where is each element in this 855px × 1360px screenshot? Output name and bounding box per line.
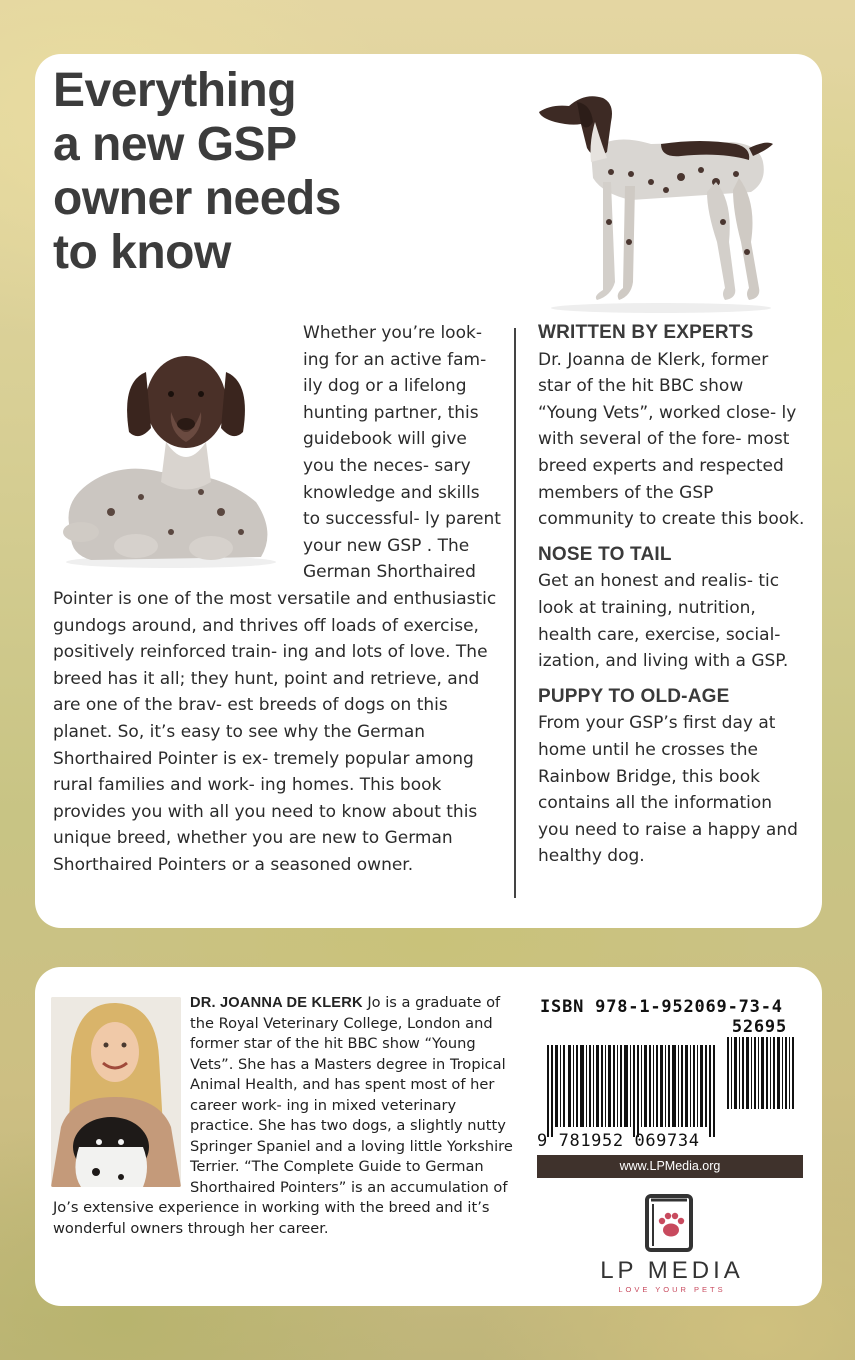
publisher-url[interactable]: www.LPMedia.org [537, 1155, 803, 1178]
headline [53, 64, 341, 280]
column-divider [514, 328, 516, 898]
feature-text: From your GSP’s first day at home until he crosses the Rainbow Bridge, this book contains all the information you need to raise a happy and healthy dog. [538, 713, 798, 867]
headline-line: owner needs [53, 172, 341, 225]
feature-text: Dr. Joanna de Klerk, former star of the hit BBC show “Young Vets”, worked close- ly with several of the fore- most breed experts and respected members of the GSP community to create this book. [538, 349, 805, 530]
author-bio [53, 993, 513, 1239]
barcode-bars [547, 1037, 803, 1137]
feature-title: PUPPY TO OLD-AGE [538, 685, 730, 707]
headline-line: to know [53, 226, 231, 279]
intro-paragraph: Whether you’re look- ing for an active fam- ily dog or a lifelong hunting partner, this guidebook will give you the neces- sary knowledge and skills to successful- ly parent your new GSP . The German Shorthaired Pointer is one of the most versatile and enthusiastic gundogs around, and thrives off loads of exercise, positively reinforced train- ing and lots of love. The breed has it all; they hunt, point and retrieve, and are one of the brav- est breeds of dogs on this planet. So, it’s easy to see why the German Shorthaired Pointer is ex- tremely popular among rural families and work- ing homes. This book provides you with all you need to know about this unique breed, whether you are new to German Shorthaired Pointers or a seasoned owner. [53, 323, 501, 875]
price-code: 52695 [731, 1017, 787, 1037]
feature-text: Get an honest and realis- tic look at training, nutrition, health care, exercise, social- ization, and living with a GSP. [538, 571, 789, 672]
feature-nose-to-tail [538, 542, 806, 675]
author-bio-text: Jo is a graduate of the Royal Veterinary College, London and former star of the hit BBC show “Young Vets”. She has a Masters degree in Tropical Animal Health, and has spent most of her career work- ing in mixed veterinary practice. She has two dogs, a slightly nutty Springer Spaniel and a loving little Yorkshire Terrier. “The Complete Guide to German Shorthaired Pointers” is an accumulation of Jo’s extensive experience in working with the breed and it’s wonderful owners through her career. [53, 994, 513, 1237]
publisher-name: LP MEDIA [600, 1257, 744, 1284]
standing-dog-image [511, 82, 781, 314]
puppy-float-spacer [53, 320, 303, 570]
author-name: DR. JOANNA DE KLERK [190, 995, 363, 1011]
feature-puppy-to-old-age [538, 684, 806, 870]
feature-written-by-experts [538, 320, 806, 533]
intro-text [53, 320, 501, 878]
headline-line: a new GSP [53, 118, 297, 171]
ean-digits: 9 781952 069734 [537, 1131, 700, 1151]
book-paw-icon [641, 1192, 701, 1254]
photo-float-spacer [53, 993, 190, 1198]
publisher-tagline: LOVE YOUR PETS [618, 1285, 726, 1294]
description-panel [35, 54, 822, 928]
feature-title: WRITTEN BY EXPERTS [538, 322, 754, 343]
feature-title: NOSE TO TAIL [538, 543, 672, 565]
barcode [537, 997, 803, 1157]
headline-line: Everything [53, 64, 297, 117]
features-column [538, 320, 806, 879]
author-panel [35, 967, 822, 1306]
isbn-label: ISBN 978-1-952069-73-4 [540, 997, 783, 1017]
